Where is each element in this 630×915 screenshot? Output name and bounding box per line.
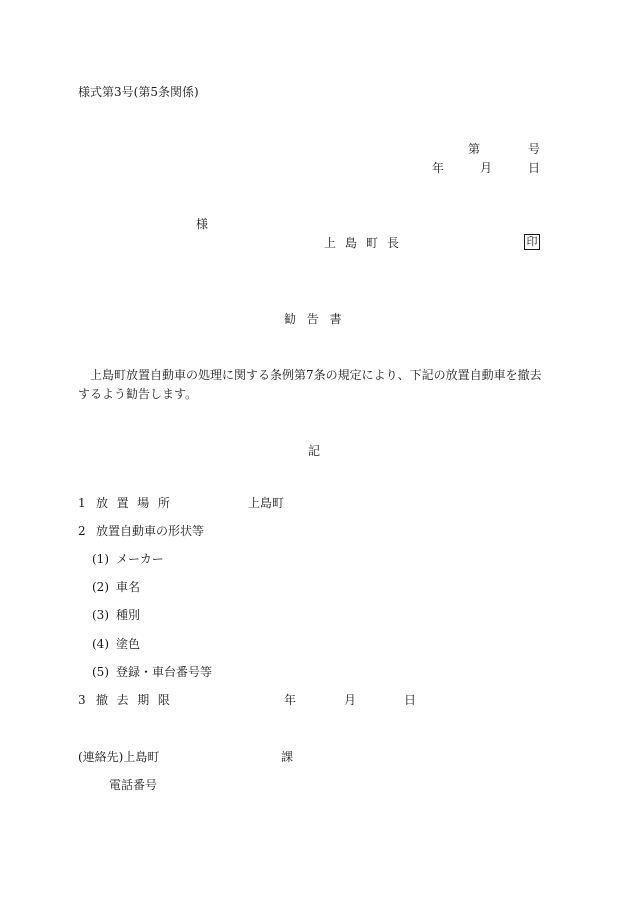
item-2-label: 放置自動車の形状等 (96, 524, 205, 538)
deadline-day: 日 (404, 693, 417, 707)
contact-department: 課 (281, 750, 294, 764)
item-1-value: 上島町 (248, 496, 285, 510)
sub-item-4-label: 塗色 (116, 637, 141, 651)
contact-phone-label: 電話番号 (109, 778, 158, 792)
item-1-label: 放置場所 (96, 496, 179, 510)
sub-item-3-number: (3) (92, 608, 109, 622)
document-number-suffix: 号 (528, 142, 541, 156)
item-1-number: 1 (78, 496, 86, 510)
seal-mark: 印 (524, 234, 540, 250)
sub-item-3-label: 種別 (116, 608, 141, 622)
deadline-year: 年 (284, 693, 297, 707)
date-day: 日 (528, 161, 541, 175)
body-paragraph: 上島町放置自動車の処理に関する条例第7条の規定により、下記の放置自動車を撤去するよう勧告します。 (78, 368, 542, 401)
sub-item-5-label: 登録・車台番号等 (116, 665, 213, 679)
sub-item-2-number: (2) (92, 580, 109, 594)
sub-item-5-number: (5) (92, 665, 109, 679)
sub-item-1-label: メーカー (116, 552, 164, 566)
item-3-label: 撤去期限 (96, 693, 179, 707)
document-number-prefix: 第 (468, 142, 481, 156)
contact-label: (連絡先)上島町 (78, 750, 160, 764)
sender-name: 上島町長 (324, 236, 409, 250)
sub-item-4-number: (4) (92, 637, 109, 651)
item-3-number: 3 (78, 693, 86, 707)
recipient-honorific: 様 (196, 217, 209, 231)
document-title: 勧告書 (284, 312, 353, 326)
deadline-month: 月 (344, 693, 357, 707)
item-2-number: 2 (78, 524, 86, 538)
form-identifier: 様式第3号(第5条関係) (78, 85, 199, 99)
ki-heading: 記 (308, 444, 321, 458)
sub-item-1-number: (1) (92, 552, 109, 566)
sub-item-2-label: 車名 (116, 580, 141, 594)
date-month: 月 (480, 161, 493, 175)
date-year: 年 (432, 161, 445, 175)
